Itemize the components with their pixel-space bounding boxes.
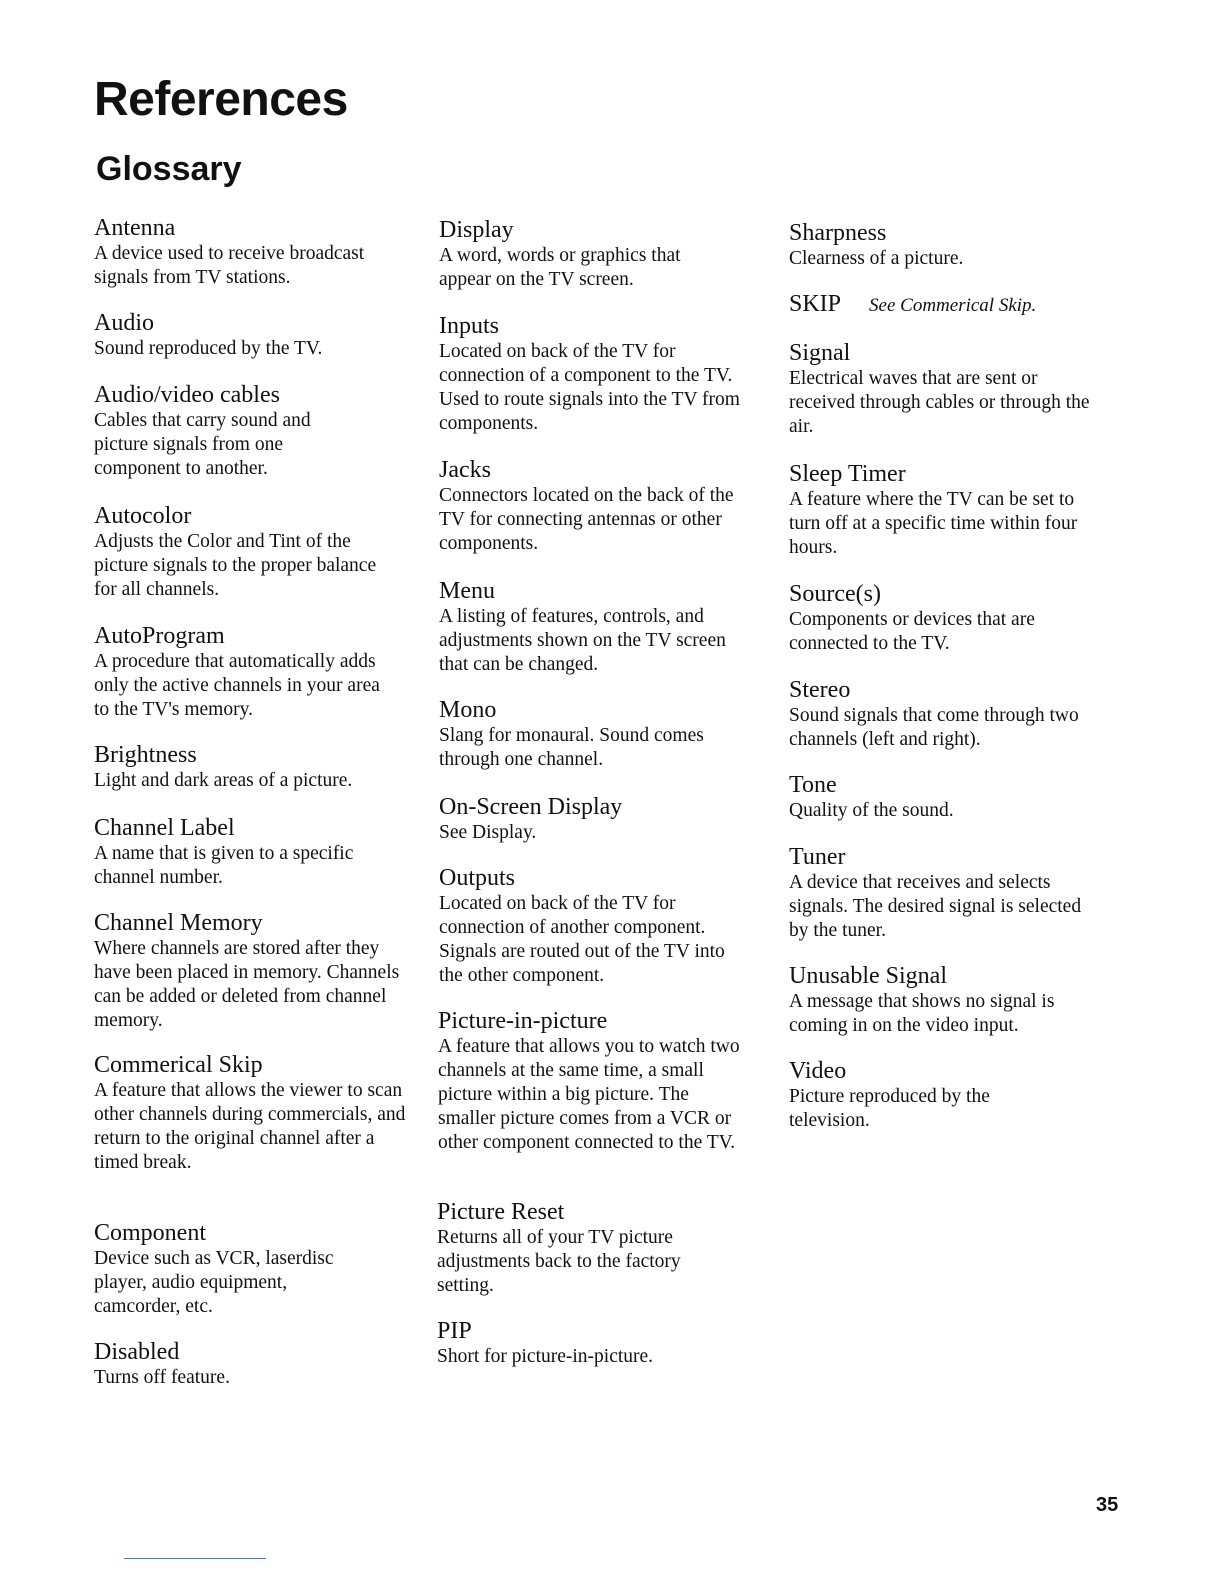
glossary-definition: A name that is given to a specific channel number. (94, 843, 354, 888)
glossary-term: Picture Reset (437, 1199, 565, 1225)
glossary-entry-picture-reset (437, 1198, 767, 1298)
glossary-term: PIP (437, 1318, 472, 1344)
glossary-term: Brightness (94, 742, 197, 768)
glossary-term: Disabled (94, 1339, 180, 1365)
glossary-term: Component (94, 1220, 206, 1246)
glossary-term: SKIP (789, 291, 842, 317)
glossary-term: Source(s) (789, 581, 881, 607)
glossary-definition: Located on back of the TV for connection of a component to the TV. Used to route signals into the TV from components. (439, 341, 740, 434)
glossary-term: Signal (789, 340, 851, 366)
glossary-definition: A message that shows no signal is coming in on the video input. (789, 991, 1055, 1036)
glossary-entry-signal (789, 339, 1119, 439)
glossary-term: Channel Memory (94, 910, 263, 936)
glossary-definition: Slang for monaural. Sound comes through one channel. (439, 725, 704, 770)
glossary-term: Audio (94, 310, 154, 336)
glossary-entry-autoprogram (94, 622, 424, 722)
glossary-entry-stereo (789, 676, 1119, 752)
glossary-definition: A feature where the TV can be set to turn off at a specific time within four hours. (789, 489, 1078, 558)
glossary-definition: Sound signals that come through two channels (left and right). (789, 705, 1079, 750)
glossary-definition: Connectors located on the back of the TV for connecting antennas or other components. (439, 485, 734, 554)
glossary-definition: A device that receives and selects signals. The desired signal is selected by the tuner. (789, 872, 1082, 941)
glossary-definition: Located on back of the TV for connection of another component. Signals are routed out of the TV into the other component. (439, 893, 725, 986)
page-number: 35 (1096, 1494, 1119, 1516)
glossary-entry-outputs (439, 864, 769, 988)
glossary-term: Unusable Signal (789, 963, 947, 989)
glossary-definition: A word, words or graphics that appear on the TV screen. (439, 245, 681, 290)
glossary-term: Jacks (439, 457, 491, 483)
glossary-entry-sleep-timer (789, 460, 1119, 560)
glossary-entry-tone (789, 771, 1119, 823)
glossary-term: Channel Label (94, 815, 235, 841)
glossary-term: Audio/video cables (94, 382, 280, 408)
footer-rule (124, 1558, 266, 1559)
glossary-entry-autocolor (94, 502, 424, 602)
glossary-entry-commerical-skip (94, 1051, 424, 1175)
glossary-entry-antenna (94, 214, 424, 290)
glossary-entry-audio-video-cables (94, 381, 424, 481)
glossary-definition: See Display. (439, 822, 537, 843)
glossary-definition: Adjusts the Color and Tint of the picture signals to the proper balance for all channels. (94, 531, 377, 600)
glossary-term: Tone (789, 772, 837, 798)
glossary-entry-inputs (439, 312, 769, 436)
glossary-term: Outputs (439, 865, 516, 891)
glossary-term: Menu (439, 578, 495, 604)
glossary-definition: A listing of features, controls, and adjustments shown on the TV screen that can be changed. (439, 606, 726, 675)
glossary-entry-skip (789, 290, 1119, 318)
glossary-term: Stereo (789, 677, 851, 703)
glossary-term: Sharpness (789, 220, 887, 246)
glossary-term: On-Screen Display (439, 794, 623, 820)
glossary-entry-pip (437, 1317, 767, 1369)
glossary-entry-menu (439, 577, 769, 677)
glossary-entry-jacks (439, 456, 769, 556)
glossary-entry-tuner (789, 843, 1119, 943)
glossary-definition: Sound reproduced by the TV. (94, 338, 323, 359)
glossary-definition: A procedure that automatically adds only the active channels in your area to the TV's memory. (94, 651, 380, 720)
glossary-entry-component (94, 1219, 424, 1319)
page-title: References (94, 73, 348, 126)
glossary-entry-picture-in-picture (438, 1007, 768, 1155)
glossary-term: Sleep Timer (789, 461, 906, 487)
glossary-definition: Picture reproduced by the television. (789, 1086, 990, 1131)
glossary-definition: Electrical waves that are sent or received through cables or through the air. (789, 368, 1090, 437)
glossary-term: Autocolor (94, 503, 192, 529)
glossary-entry-disabled (94, 1338, 424, 1390)
glossary-entry-video (789, 1057, 1119, 1133)
glossary-definition: Cables that carry sound and picture signals from one component to another. (94, 410, 311, 479)
glossary-entry-unusable-signal (789, 962, 1119, 1038)
glossary-entry-display (439, 216, 769, 292)
glossary-entry-audio (94, 309, 424, 361)
glossary-definition: Clearness of a picture. (789, 248, 964, 269)
glossary-definition: Light and dark areas of a picture. (94, 770, 353, 791)
glossary-term: Video (789, 1058, 847, 1084)
glossary-term: Mono (439, 697, 497, 723)
glossary-definition: Turns off feature. (94, 1367, 230, 1388)
glossary-entry-channel-memory (94, 909, 424, 1033)
glossary-entry-sources (789, 580, 1119, 656)
glossary-definition: Where channels are stored after they have been placed in memory. Channels can be added or deleted from channel memory. (94, 938, 400, 1031)
glossary-definition: Returns all of your TV picture adjustments back to the factory setting. (437, 1227, 681, 1296)
glossary-definition: A feature that allows the viewer to scan other channels during commercials, and return to the original channel after a timed break. (94, 1080, 406, 1173)
glossary-term: Inputs (439, 313, 499, 339)
glossary-term: AutoProgram (94, 623, 225, 649)
glossary-definition: A device used to receive broadcast signals from TV stations. (94, 243, 365, 288)
glossary-entry-mono (439, 696, 769, 772)
glossary-definition: Device such as VCR, laserdisc player, audio equipment, camcorder, etc. (94, 1248, 334, 1317)
glossary-term: Display (439, 217, 514, 243)
glossary-definition: A feature that allows you to watch two channels at the same time, a small picture within a big picture. The smaller picture comes from a VCR or other component connected to the TV. (438, 1036, 740, 1153)
glossary-entry-brightness (94, 741, 424, 793)
glossary-definition: Quality of the sound. (789, 800, 954, 821)
glossary-definition: Short for picture-in-picture. (437, 1346, 654, 1367)
glossary-term: Commerical Skip (94, 1052, 263, 1078)
glossary-term: Antenna (94, 215, 176, 241)
glossary-entry-sharpness (789, 219, 1119, 271)
section-title: Glossary (96, 150, 242, 188)
glossary-term: Tuner (789, 844, 846, 870)
glossary-definition: Components or devices that are connected to the TV. (789, 609, 1035, 654)
glossary-entry-on-screen-display (439, 793, 769, 845)
glossary-cross-reference: See Commerical Skip. (869, 295, 1037, 316)
glossary-term: Picture-in-picture (438, 1008, 608, 1034)
glossary-entry-channel-label (94, 814, 424, 890)
